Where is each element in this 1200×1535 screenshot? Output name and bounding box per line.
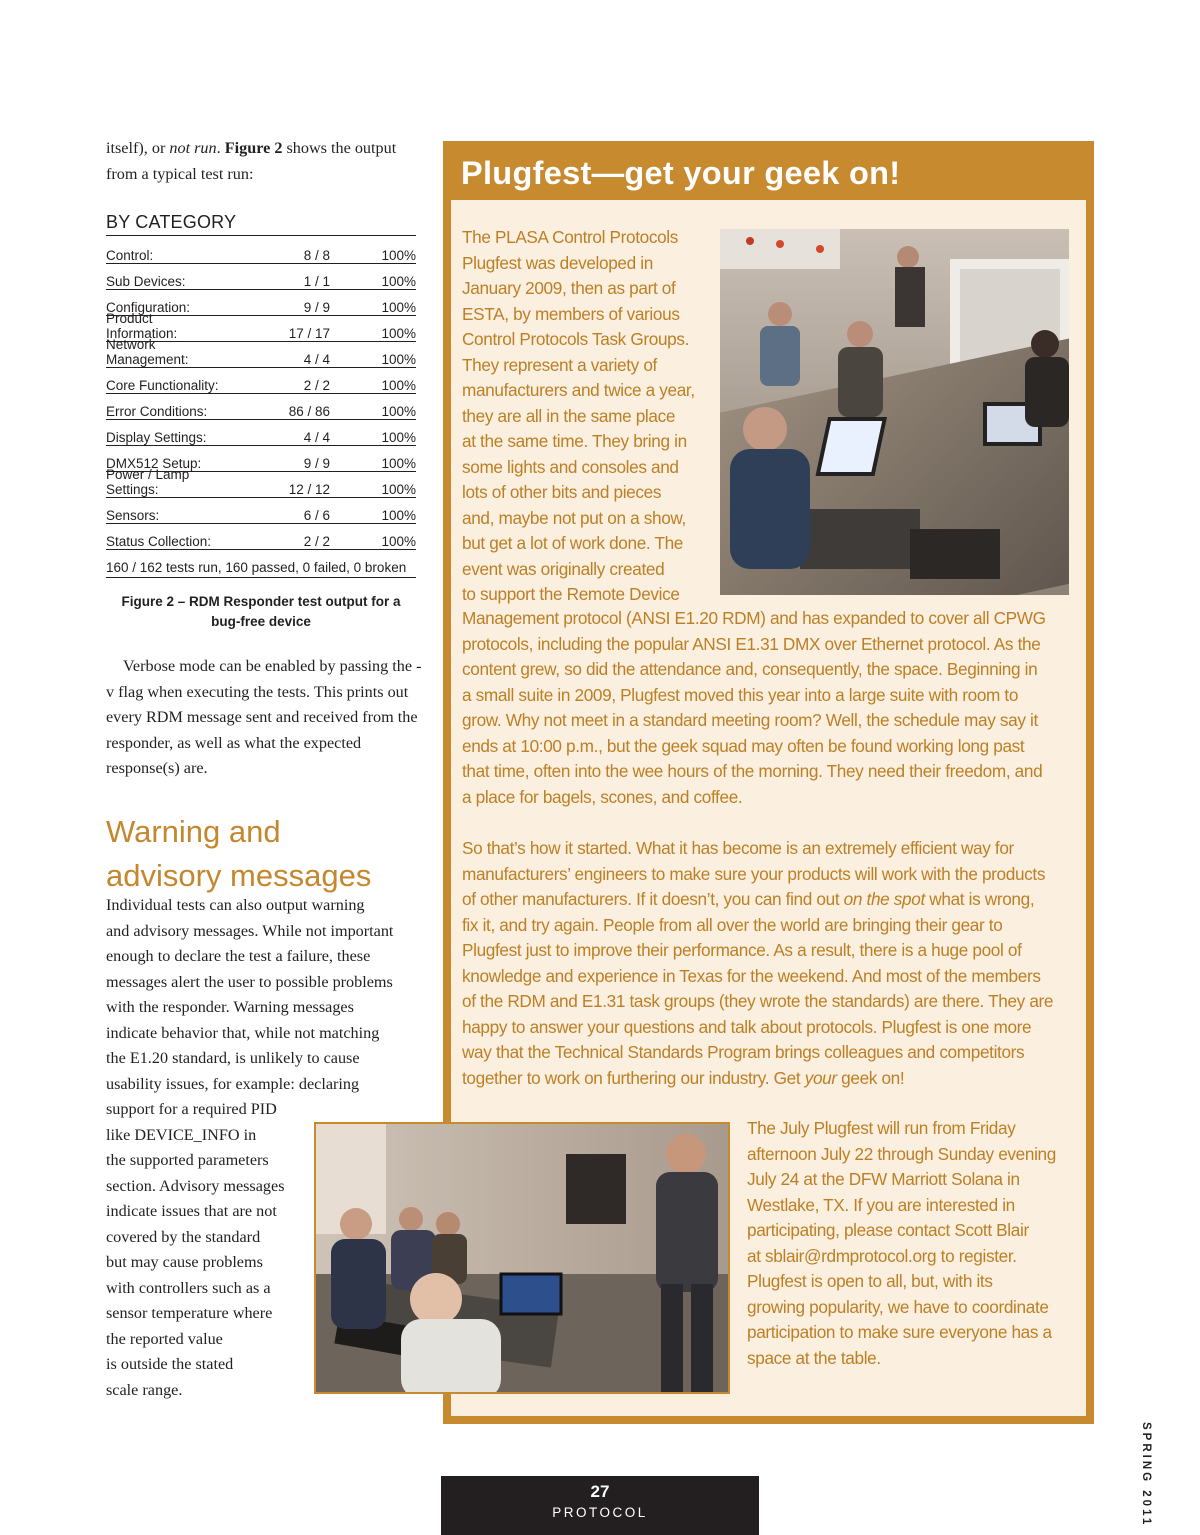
section-heading xyxy=(106,810,426,898)
category-name: Sensors: xyxy=(106,507,160,523)
sidebar-line: Management protocol (ANSI E1.20 RDM) and has expanded to cover all CPWG xyxy=(462,608,1046,628)
intro-text-e: shows the output from a typical test run: xyxy=(106,139,397,183)
category-count: 2 / 2 xyxy=(303,377,330,393)
para2-text: what is wrong, xyxy=(924,889,1035,909)
category-count: 1 / 1 xyxy=(303,273,330,289)
sidebar-line: afternoon July 22 through Sunday evening xyxy=(747,1143,1056,1164)
sidebar-line: but get a lot of work done. The xyxy=(462,533,684,553)
section-heading-line1: Warning and xyxy=(106,814,281,849)
category-row xyxy=(106,394,416,420)
warning-line: scale range. xyxy=(106,1380,183,1399)
warning-line: but may cause problems xyxy=(106,1253,263,1271)
intro-paragraph xyxy=(106,136,424,187)
para2-line: fix it, and try again. People from all over the world are bringing their gear to xyxy=(462,914,1003,935)
category-summary xyxy=(106,550,416,578)
sidebar-line: Plugfest was developed in xyxy=(462,252,653,273)
warning-line: support for a required PID xyxy=(106,1100,277,1118)
sidebar-line: to support the Remote Device xyxy=(462,584,680,604)
sidebar-line: lots of other bits and pieces xyxy=(462,482,662,502)
sidebar-line: Control Protocols Task Groups. xyxy=(462,329,690,349)
category-heading: BY CATEGORY xyxy=(106,212,416,236)
sidebar-line: a small suite in 2009, Plugfest moved this year into a large suite with room to xyxy=(462,684,1019,705)
photo-group-illustration xyxy=(316,1124,728,1392)
sidebar-line: participation to make sure everyone has a xyxy=(747,1322,1052,1342)
sidebar-line: Westlake, TX. If you are interested in xyxy=(747,1194,1015,1215)
sidebar-line: and, maybe not put on a show, xyxy=(462,507,686,528)
category-percent: 100% xyxy=(381,377,416,393)
category-percent: 100% xyxy=(381,247,416,263)
category-percent: 100% xyxy=(381,429,416,445)
sidebar-line: The July Plugfest will run from Friday xyxy=(747,1118,1016,1138)
category-name: Configuration: xyxy=(106,299,191,315)
warning-line: the reported value xyxy=(106,1329,223,1348)
category-summary-text: 160 / 162 tests run, 160 passed, 0 failed, 0 broken xyxy=(106,559,407,575)
plugfest-photo-workroom xyxy=(720,229,1069,595)
category-count: 2 / 2 xyxy=(303,533,330,549)
page-footer xyxy=(441,1476,759,1535)
para2-line xyxy=(462,1066,1074,1092)
sidebar-paragraph-intro-continued xyxy=(462,606,1074,810)
figure-caption: Figure 2 – RDM Responder test output for a bug-free device xyxy=(121,594,401,629)
issue-label: SPRING 2011 xyxy=(1140,1422,1152,1528)
sidebar-line: manufacturers and twice a year, xyxy=(462,380,695,400)
category-row xyxy=(106,498,416,524)
sidebar-line: The PLASA Control Protocols xyxy=(462,227,679,247)
category-table xyxy=(106,238,416,578)
sidebar-line: ends at 10:00 p.m., but the geek squad may often be found working long past xyxy=(462,735,1025,756)
sidebar-line: some lights and consoles and xyxy=(462,456,679,477)
para2-line: way that the Technical Standards Program brings colleagues and competitors xyxy=(462,1042,1025,1062)
warning-line: the E1.20 standard, is unlikely to cause xyxy=(106,1049,360,1067)
category-count: 12 / 12 xyxy=(288,481,330,497)
para2-line: of the RDM and E1.31 task groups (they wrote the standards) are there. They are xyxy=(462,991,1054,1011)
category-percent: 100% xyxy=(381,507,416,523)
warning-line: usability issues, for example: declaring xyxy=(106,1074,360,1093)
category-count: 4 / 4 xyxy=(303,429,330,445)
category-count: 9 / 9 xyxy=(303,299,330,315)
category-row xyxy=(106,524,416,550)
intro-text-emphasis: not run xyxy=(169,139,217,157)
para2-line: manufacturers’ engineers to make sure your products will work with the products xyxy=(462,863,1046,884)
sidebar-line: content grew, so did the attendance and, consequently, the space. Beginning in xyxy=(462,659,1038,679)
section-heading-line2: advisory messages xyxy=(106,858,372,893)
category-percent: 100% xyxy=(381,533,416,549)
para2-line: Plugfest just to improve their performance. As a result, there is a huge pool of xyxy=(462,940,1022,960)
sidebar-paragraph-3 xyxy=(747,1116,1077,1371)
category-count: 86 / 86 xyxy=(288,403,330,419)
para2-emphasis: your xyxy=(804,1067,837,1088)
category-name: Core Functionality: xyxy=(106,377,219,393)
warning-line: indicate behavior that, while not matching xyxy=(106,1023,380,1042)
category-row xyxy=(106,466,416,498)
page-number: 27 xyxy=(590,1482,610,1501)
category-percent: 100% xyxy=(381,325,416,341)
category-percent: 100% xyxy=(381,351,416,367)
sidebar-line: grow. Why not meet in a standard meeting room? Well, the schedule may say it xyxy=(462,710,1038,730)
sidebar-line: at sblair@rdmprotocol.org to register. xyxy=(747,1245,1017,1266)
plugfest-photo-group xyxy=(314,1122,730,1394)
warning-line: messages alert the user to possible problems xyxy=(106,972,393,991)
category-percent: 100% xyxy=(381,273,416,289)
warning-line: sensor temperature where xyxy=(106,1304,273,1322)
warning-line: covered by the standard xyxy=(106,1227,261,1246)
warning-line: section. Advisory messages xyxy=(106,1176,285,1195)
publication-name: PROTOCOL xyxy=(552,1505,648,1520)
sidebar-line: growing popularity, we have to coordinate xyxy=(747,1296,1049,1317)
category-name: Status Collection: xyxy=(106,533,212,549)
verbose-paragraph: Verbose mode can be enabled by passing the -v flag when executing the tests. This prints out every RDM message sent and received from the responder, as well as what the expected response(s) are. xyxy=(106,657,422,777)
sidebar-line: a place for bagels, scones, and coffee. xyxy=(462,786,743,807)
sidebar-paragraph-intro xyxy=(462,225,720,608)
warning-line: indicate issues that are not xyxy=(106,1202,277,1220)
para2-line: happy to answer your questions and talk about protocols. Plugfest is one more xyxy=(462,1016,1032,1037)
intro-text-a: itself), or xyxy=(106,139,170,157)
para2-emphasis: on the spot xyxy=(843,889,925,909)
category-row xyxy=(106,264,416,290)
intro-figure-ref: Figure 2 xyxy=(224,139,283,157)
sidebar-paragraph-2 xyxy=(462,836,1074,1091)
warning-line: with the responder. Warning messages xyxy=(106,998,354,1016)
sidebar-line: ESTA, by members of various xyxy=(462,303,680,324)
category-percent: 100% xyxy=(381,481,416,497)
para2-text: together to work on furthering our industry. Get xyxy=(462,1067,805,1088)
category-name: DMX512 Setup: xyxy=(106,455,202,471)
category-count: 8 / 8 xyxy=(303,247,330,263)
category-name: Power / Lamp Settings: xyxy=(106,466,190,497)
sidebar-line: they are all in the same place xyxy=(462,405,676,426)
sidebar-line: protocols, including the popular ANSI E1.31 DMX over Ethernet protocol. As the xyxy=(462,633,1041,654)
sidebar-line: that time, often into the wee hours of the morning. They need their freedom, and xyxy=(462,761,1043,781)
sidebar-line: event was originally created xyxy=(462,558,665,579)
category-count: 9 / 9 xyxy=(303,455,330,471)
warning-line: the supported parameters xyxy=(106,1151,269,1169)
category-name: Display Settings: xyxy=(106,429,207,445)
category-row xyxy=(106,336,416,368)
category-row xyxy=(106,238,416,264)
category-name: Network Management: xyxy=(106,336,189,367)
sidebar-line: at the same time. They bring in xyxy=(462,431,687,451)
category-name: Control: xyxy=(106,247,154,263)
warning-line: like DEVICE_INFO in xyxy=(106,1125,257,1144)
category-name: Sub Devices: xyxy=(106,273,186,289)
category-count: 6 / 6 xyxy=(303,507,330,523)
category-count: 17 / 17 xyxy=(288,325,330,341)
sidebar-line: January 2009, then as part of xyxy=(462,278,676,298)
intro-text-c: . xyxy=(216,139,225,157)
category-name: Product Information: xyxy=(106,310,178,341)
para2-line xyxy=(462,887,1074,913)
sidebar-line: space at the table. xyxy=(747,1347,881,1368)
photo-workroom-illustration xyxy=(720,229,1069,595)
category-percent: 100% xyxy=(381,455,416,471)
sidebar-line: July 24 at the DFW Marriott Solana in xyxy=(747,1169,1020,1189)
warning-line: is outside the stated xyxy=(106,1355,234,1373)
category-percent: 100% xyxy=(381,299,416,315)
category-percent: 100% xyxy=(381,403,416,419)
category-row xyxy=(106,420,416,446)
sidebar-line: They represent a variety of xyxy=(462,354,657,375)
category-name: Error Conditions: xyxy=(106,403,208,419)
para2-line: So that’s how it started. What it has become is an extremely efficient way for xyxy=(462,838,1014,858)
category-row xyxy=(106,368,416,394)
warning-line: enough to declare the test a failure, these xyxy=(106,947,371,965)
warning-line: and advisory messages. While not important xyxy=(106,921,394,940)
sidebar-title: Plugfest—get your geek on! xyxy=(461,155,901,191)
para2-text: of other manufacturers. If it doesn’t, you can find out xyxy=(462,889,844,909)
sidebar-line: participating, please contact Scott Blair xyxy=(747,1220,1029,1240)
sidebar-line: Plugfest is open to all, but, with its xyxy=(747,1271,993,1291)
category-count: 4 / 4 xyxy=(303,351,330,367)
warning-line: with controllers such as a xyxy=(106,1278,271,1297)
warning-line: Individual tests can also output warning xyxy=(106,896,365,914)
para2-line: knowledge and experience in Texas for the weekend. And most of the members xyxy=(462,965,1041,986)
para2-text: geek on! xyxy=(836,1067,905,1088)
